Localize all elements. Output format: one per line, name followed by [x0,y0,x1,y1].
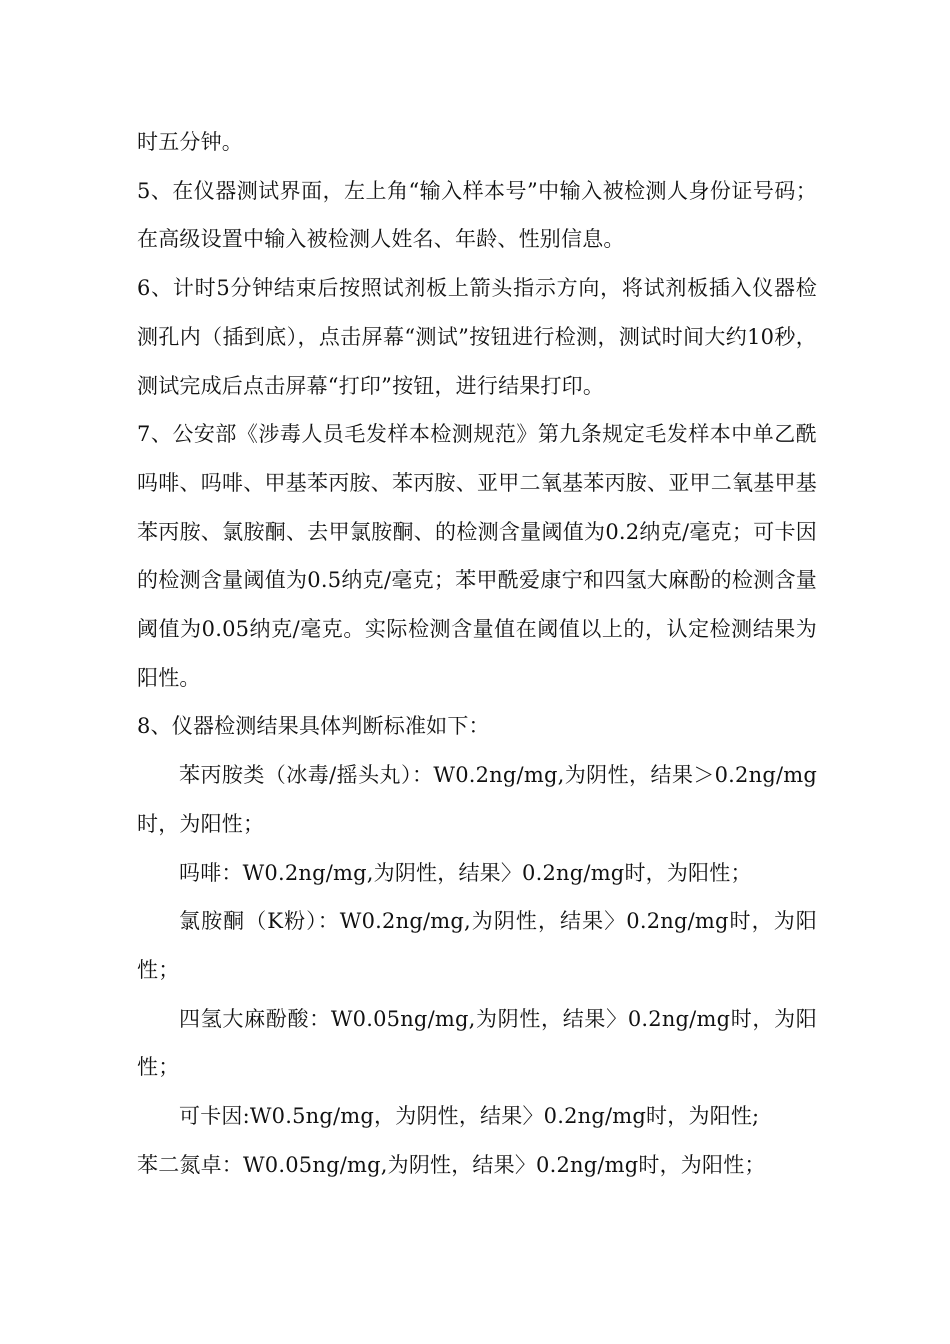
criterion-cocaine: 可卡因:W0.5ng/mg，为阴性，结果〉0.2ng/mg时，为阳性; [179,1104,760,1129]
criterion-morphine: 吗啡：W0.2ng/mg,为阴性，结果〉0.2ng/mg时，为阳性； [179,860,752,885]
criterion-ketamine: 氯胺酮（K粉）：W0.2ng/mg,为阴性，结果〉0.2ng/mg时，为阳性； [137,909,817,982]
paragraph-continuation: 时五分钟。 [137,130,243,154]
criterion-amphetamines: 苯丙胺类（冰毒/摇头丸）：W0.2ng/mg,为阴性，结果＞0.2ng/mg时，为阳性； [137,763,817,836]
paragraph-step-6: 6、计时5分钟结束后按照试剂板上箭头指示方向，将试剂板插入仪器检测孔内（插到底），点击屏幕“测试”按钮进行检测，测试时间大约10秒，测试完成后点击屏幕“打印”按钮，进行结果打印。 [137,276,817,398]
paragraph-step-8: 8、仪器检测结果具体判断标准如下： [137,714,490,739]
criterion-benzodiazepines: 苯二氮卓：W0.05ng/mg,为阴性，结果〉0.2ng/mg时，为阳性； [137,1152,766,1177]
paragraph-step-5: 5、在仪器测试界面，左上角“输入样本号”中输入被检测人身份证号码；在高级设置中输入被检测人姓名、年龄、性别信息。 [137,178,817,252]
paragraph-step-7: 7、公安部《涉毒人员毛发样本检测规范》第九条规定毛发样本中单乙酰吗啡、吗啡、甲基苯丙胺、苯丙胺、亚甲二氧基苯丙胺、亚甲二氧基甲基苯丙胺、氯胺酮、去甲氯胺酮、的检测含量阈值为0.2纳克/毫克；可卡因的检测含量阈值为0.5纳克/毫克；苯甲酰爱康宁和四氢大麻酚的检测含量阈值为0.05纳克/毫克。实际检测含量值在阈值以上的，认定检测结果为阳性。 [137,422,817,690]
criterion-thc-acid: 四氢大麻酚酸：W0.05ng/mg,为阴性，结果〉0.2ng/mg时，为阳性； [137,1006,817,1080]
document-page [137,118,817,1189]
